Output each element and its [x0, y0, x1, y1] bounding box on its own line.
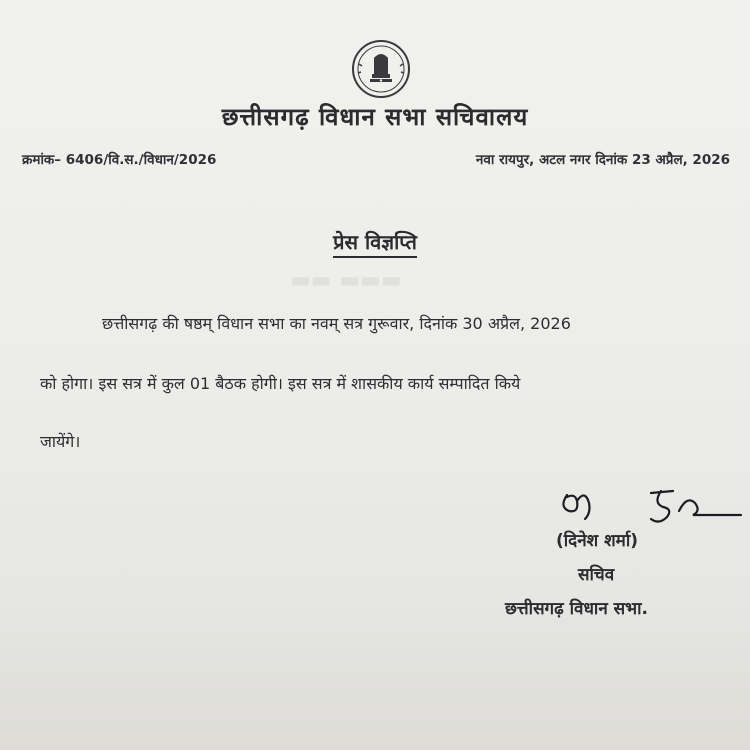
page-title: छत्तीसगढ़ विधान सभा सचिवालय [221, 103, 529, 131]
body-line-1: छत्तीसगढ़ की षष्ठम् विधान सभा का नवम् सत्र गुरूवार, दिनांक 30 अप्रैल, 2026 [102, 314, 571, 333]
signatory-organization: छत्तीसगढ़ विधान सभा. [505, 599, 648, 619]
reference-number: क्रमांक– 6406/वि.स./विधान/2026 [22, 152, 217, 168]
signatory-name: (दिनेश शर्मा) [556, 531, 639, 551]
faded-background-mark: ▬▬ ▬▬▬ [290, 268, 402, 293]
place-date: नवा रायपुर, अटल नगर दिनांक 23 अप्रैल, 2026 [475, 152, 730, 168]
body-line-3: जायेंगे। [40, 432, 81, 451]
state-emblem-icon [350, 38, 412, 100]
signatory-designation: सचिव [578, 565, 615, 585]
press-release-heading-text: प्रेस विज्ञप्ति [333, 230, 417, 258]
press-release-heading [0, 228, 750, 255]
body-line-2: को होगा। इस सत्र में कुल 01 बैठक होगी। इस सत्र में शासकीय कार्य सम्पादित किये [40, 374, 521, 393]
